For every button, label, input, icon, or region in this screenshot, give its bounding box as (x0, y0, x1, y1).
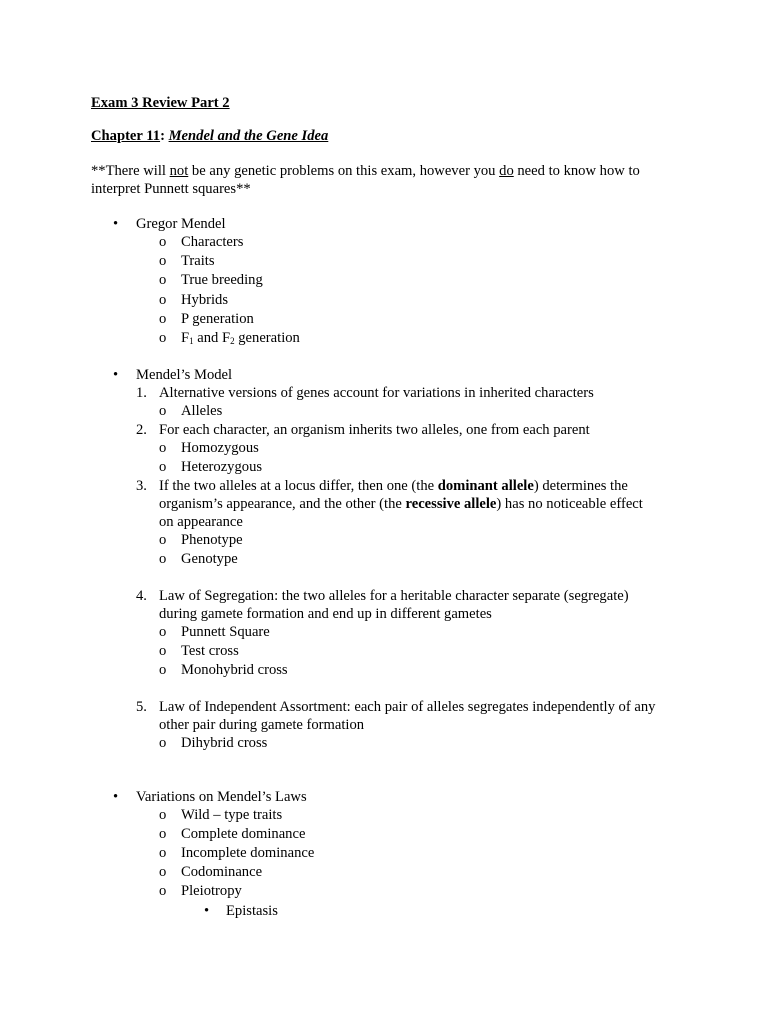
section-heading-variations: Variations on Mendel’s Laws (136, 789, 307, 805)
section-heading-model: Mendel’s Model (136, 367, 233, 383)
circle-marker: o (159, 253, 167, 269)
chapter-heading (91, 127, 328, 145)
list-item: Codominance (181, 864, 263, 880)
circle-marker: o (159, 662, 167, 678)
circle-marker: o (159, 807, 167, 823)
circle-marker: o (159, 551, 167, 567)
f-text: generation (234, 330, 300, 346)
list-item: Punnett Square (181, 624, 270, 640)
circle-marker: o (159, 292, 167, 308)
point-text-line-2: during gamete formation and end up in different gametes (159, 606, 492, 622)
list-item: Traits (181, 253, 215, 269)
chapter-label: Chapter 11 (91, 128, 161, 144)
circle-marker: o (159, 624, 167, 640)
list-item: Phenotype (181, 532, 243, 548)
list-item: Alleles (181, 403, 223, 419)
note-line-2: interpret Punnett squares** (91, 181, 251, 197)
point-number: 1. (136, 385, 147, 401)
note-line-1 (91, 162, 640, 180)
point-number: 5. (136, 699, 147, 715)
f-text: and F (193, 330, 231, 346)
list-item: True breeding (181, 272, 263, 288)
square-marker: • (204, 903, 210, 919)
list-item: Complete dominance (181, 826, 306, 842)
point-number: 4. (136, 588, 147, 604)
note-text: be any genetic problems on this exam, however you (188, 163, 500, 179)
point-text: For each character, an organism inherits two alleles, one from each parent (159, 422, 590, 438)
point-text-line-2: other pair during gamete formation (159, 717, 365, 733)
circle-marker: o (159, 311, 167, 327)
point-text-line-1: Law of Independent Assortment: each pair of alleles segregates independently of any (159, 699, 656, 715)
circle-marker: o (159, 440, 167, 456)
circle-marker: o (159, 845, 167, 861)
section-heading-gregor: Gregor Mendel (136, 216, 226, 232)
point-text: organism’s appearance, and the other (the (159, 496, 406, 512)
circle-marker: o (159, 272, 167, 288)
list-item: Test cross (181, 643, 239, 659)
term-dominant-allele: dominant allele (437, 478, 534, 494)
circle-marker: o (159, 234, 167, 250)
point-text-line-2 (159, 495, 643, 513)
note-text: need to know how to (513, 163, 640, 179)
circle-marker: o (159, 459, 167, 475)
point-text: If the two alleles at a locus differ, then one (the (159, 478, 438, 494)
point-text: ) has no noticeable effect (496, 496, 643, 512)
list-item: P generation (181, 311, 254, 327)
point-text-line-3: on appearance (159, 514, 243, 530)
circle-marker: o (159, 330, 167, 346)
list-item: Wild – type traits (181, 807, 283, 823)
list-item: Pleiotropy (181, 883, 242, 899)
f-text: F (181, 330, 190, 346)
chapter-name: Mendel and the Gene Idea (168, 128, 329, 144)
list-item: Incomplete dominance (181, 845, 315, 861)
note-not: not (169, 163, 189, 179)
circle-marker: o (159, 826, 167, 842)
list-item-f-generation (181, 329, 300, 350)
point-text-line-1: Law of Segregation: the two alleles for a heritable character separate (segregate) (159, 588, 629, 604)
point-text-line-1 (159, 477, 628, 495)
circle-marker: o (159, 864, 167, 880)
bullet-marker: • (113, 216, 119, 232)
list-item: Monohybrid cross (181, 662, 288, 678)
list-item: Dihybrid cross (181, 735, 268, 751)
list-item: Homozygous (181, 440, 259, 456)
list-item: Hybrids (181, 292, 229, 308)
f-subscript: 1 (189, 336, 194, 346)
term-recessive-allele: recessive allele (405, 496, 497, 512)
point-number: 3. (136, 478, 147, 494)
point-number: 2. (136, 422, 147, 438)
chapter-separator: : (160, 128, 169, 144)
circle-marker: o (159, 883, 167, 899)
bullet-marker: • (113, 367, 119, 383)
note-do: do (499, 163, 514, 179)
circle-marker: o (159, 735, 167, 751)
note-text: **There will (91, 163, 170, 179)
circle-marker: o (159, 532, 167, 548)
list-item: Genotype (181, 551, 238, 567)
list-item: Characters (181, 234, 244, 250)
point-text: Alternative versions of genes account for variations in inherited characters (159, 385, 594, 401)
point-text: ) determines the (533, 478, 628, 494)
page-title: Exam 3 Review Part 2 (91, 95, 230, 111)
bullet-marker: • (113, 789, 119, 805)
f-subscript: 2 (230, 336, 235, 346)
circle-marker: o (159, 403, 167, 419)
list-item: Heterozygous (181, 459, 263, 475)
circle-marker: o (159, 643, 167, 659)
list-item: Epistasis (226, 903, 278, 919)
